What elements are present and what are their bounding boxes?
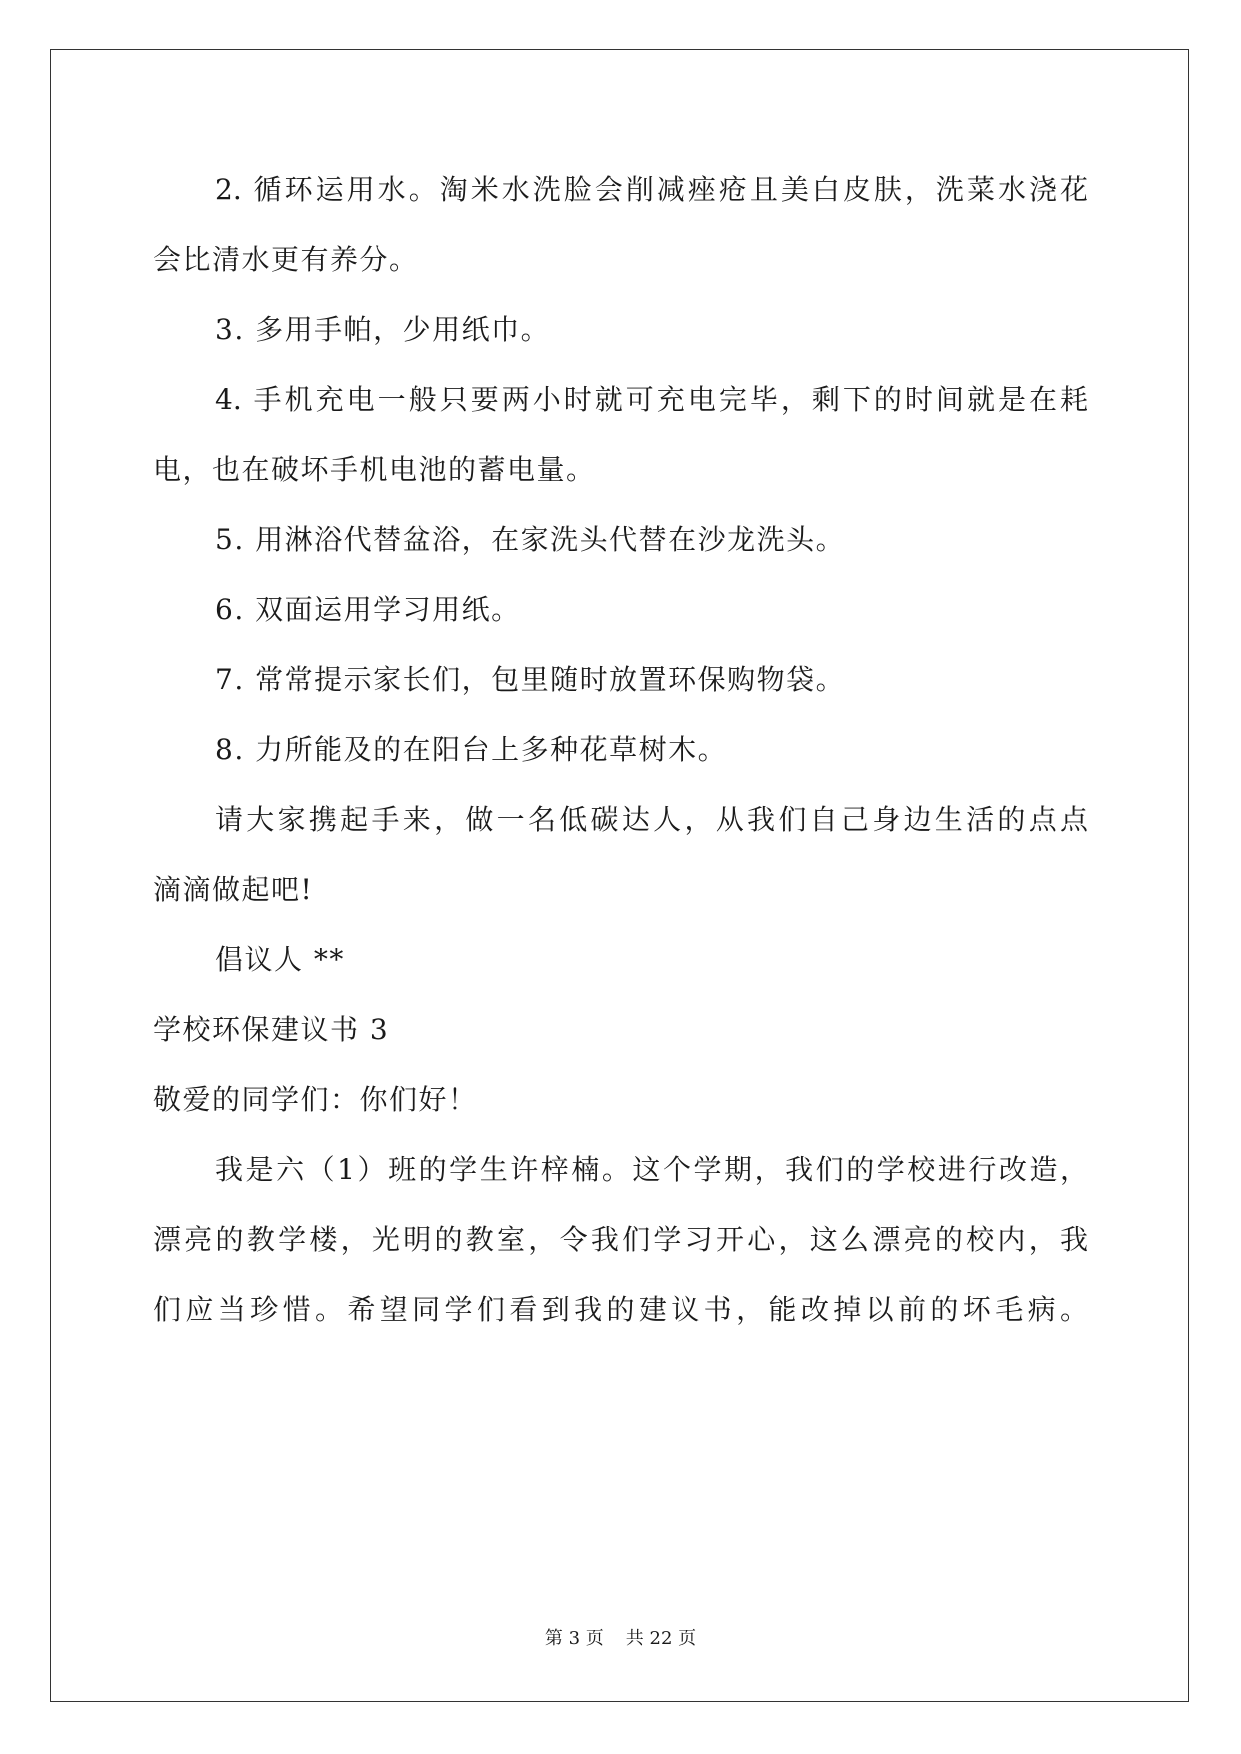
page-number: 第 3 页 bbox=[544, 1628, 604, 1649]
initiator-signature: 倡议人 ** bbox=[215, 943, 345, 976]
greeting: 敬爱的同学们：你们好！ bbox=[153, 1083, 478, 1116]
section-title: 学校环保建议书 3 bbox=[153, 1013, 390, 1046]
paragraph-item-8: 8. 力所能及的在阳台上多种花草树木。 bbox=[215, 733, 728, 766]
paragraph-item-4-line-1: 4. 手机充电一般只要两小时就可充电完毕，剩下的时间就是在耗 bbox=[215, 383, 1088, 416]
paragraph-item-6: 6. 双面运用学习用纸。 bbox=[215, 593, 521, 626]
page-total: 共 22 页 bbox=[625, 1628, 697, 1649]
intro-line-1: 我是六（1）班的学生许梓楠。这个学期，我们的学校进行改造， bbox=[215, 1153, 1088, 1186]
paragraph-item-3: 3. 多用手帕，少用纸巾。 bbox=[215, 313, 551, 346]
appeal-line-2: 滴滴做起吧! bbox=[153, 873, 314, 906]
paragraph-item-5: 5. 用淋浴代替盆浴，在家洗头代替在沙龙洗头。 bbox=[215, 523, 846, 556]
intro-line-2: 漂亮的教学楼，光明的教室，令我们学习开心，这么漂亮的校内，我 bbox=[153, 1223, 1088, 1256]
appeal-line-1: 请大家携起手来，做一名低碳达人，从我们自己身边生活的点点 bbox=[215, 803, 1088, 836]
page-footer bbox=[0, 1627, 1241, 1651]
intro-line-3: 们应当珍惜。希望同学们看到我的建议书，能改掉以前的坏毛病。 bbox=[153, 1293, 1088, 1326]
paragraph-item-4-line-2: 电，也在破坏手机电池的蓄电量。 bbox=[153, 453, 596, 486]
paragraph-item-2-line-2: 会比清水更有养分。 bbox=[153, 243, 419, 276]
paragraph-item-2-line-1: 2. 循环运用水。淘米水洗脸会削减痤疮且美白皮肤，洗菜水浇花 bbox=[215, 173, 1088, 206]
paragraph-item-7: 7. 常常提示家长们，包里随时放置环保购物袋。 bbox=[215, 663, 846, 696]
